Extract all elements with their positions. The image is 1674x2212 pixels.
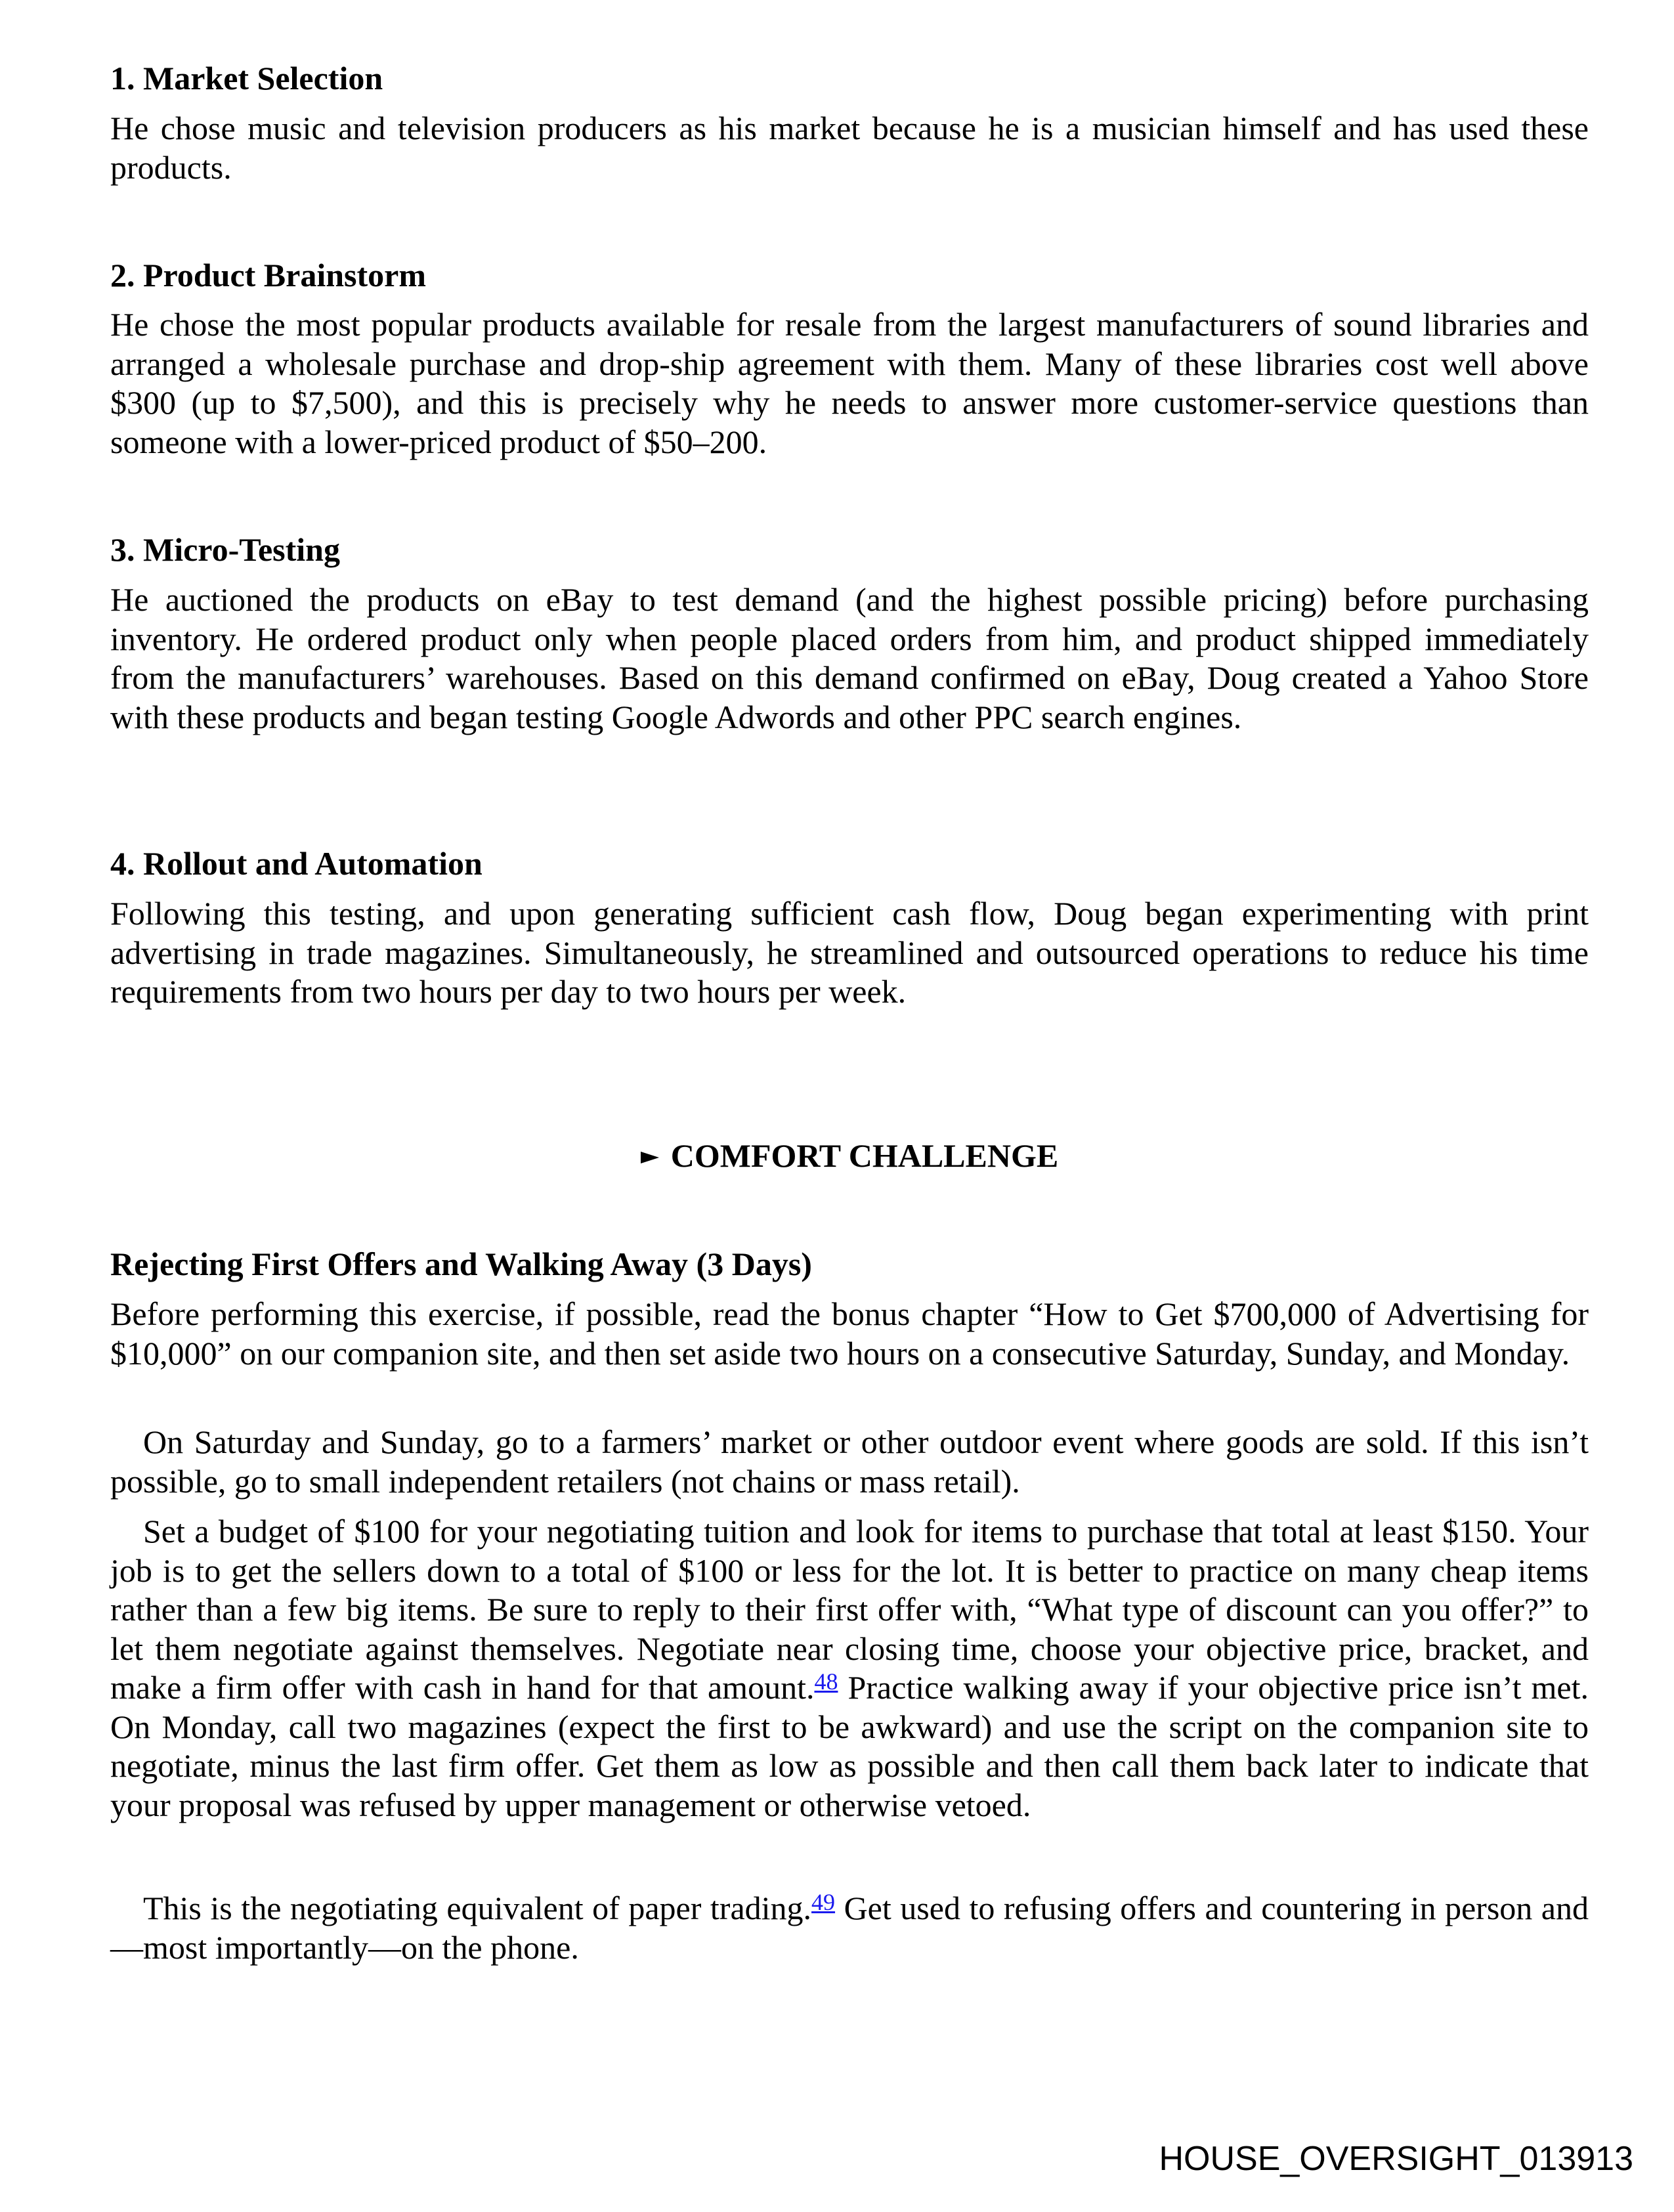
section-text-product-brainstorm: He chose the most popular products available for resale from the largest manufacturers of sound libraries and arranged a wholesale purchase and drop-ship agreement with them. Many of these libraries cost well above $300 (up to $7,500), and this is precisely why he needs to answer more customer-service questions than someone with a lower-priced product of $50–200. [110, 306, 1589, 460]
section-heading-micro-testing: 3. Micro-Testing [110, 531, 340, 568]
footnote-link-48[interactable]: 48 [814, 1668, 838, 1695]
challenge-subtitle: Rejecting First Offers and Walking Away (3 Days) [110, 1246, 812, 1282]
section-heading-product-brainstorm: 2. Product Brainstorm [110, 257, 426, 293]
arrow-right-icon [641, 1152, 659, 1163]
document-id-footer: HOUSE_OVERSIGHT_013913 [1159, 2140, 1633, 2178]
challenge-paragraph-2: On Saturday and Sunday, go to a farmers’ market or other outdoor event where goods are sold. If this isn’t possible, go to small independent retailers (not chains or mass retail). [110, 1423, 1589, 1500]
comfort-challenge-title [110, 1136, 1589, 1175]
challenge-paragraph-1: Before performing this exercise, if possible, read the bonus chapter “How to Get $700,000 of Advertising for $10,000” on our companion site, and then set aside two hours on a consecutive Saturday, Sunday, and Monday. [110, 1295, 1589, 1372]
challenge-paragraph-4 [110, 1889, 1589, 1967]
footnote-link-49[interactable]: 49 [811, 1889, 836, 1915]
section-text-micro-testing: He auctioned the products on eBay to test demand (and the highest possible pricing) before purchasing inventory. He ordered product only when people placed orders from him, and product shipped immediately from the manufacturers’ warehouses. Based on this demand confirmed on eBay, Doug created a Yahoo Store with these products and began testing Google Adwords and other PPC search engines. [110, 581, 1589, 735]
comfort-challenge-label: COMFORT CHALLENGE [670, 1137, 1059, 1174]
challenge-paragraph-4-part-1: This is the negotiating equivalent of paper trading. [143, 1890, 812, 1926]
challenge-paragraph-3-part-2: Practice walking away if your objective price isn’t met. On Monday, call two magazines (expect the first to be awkward) and use the script on the companion site to negotiate, minus the last firm offer. Get them as low as possible and then call them back later to indicate that your proposal was refused by upper management or otherwise vetoed. [110, 1669, 1589, 1823]
section-text-rollout: Following this testing, and upon generating sufficient cash flow, Doug began experimenting with print advertising in trade magazines. Simultaneously, he streamlined and outsourced operations to reduce his time requirements from two hours per day to two hours per week. [110, 895, 1589, 1010]
section-text-market-selection: He chose music and television producers as his market because he is a musician himself and has used these products. [110, 110, 1589, 186]
challenge-paragraph-4-part-2: Get used to refusing offers and countering in person and—most importantly—on the phone. [110, 1890, 1589, 1966]
challenge-paragraph-3-part-1: Set a budget of $100 for your negotiating tuition and look for items to purchase that total at least $150. Your job is to get the sellers down to a total of $100 or less for the lot. It is better to practice on many cheap items rather than a few big items. Be sure to reply to their first offer with, “What type of discount can you offer?” to let them negotiate against themselves. Negotiate near closing time, choose your objective price, bracket, and make a firm offer with cash in hand for that amount. [110, 1513, 1589, 1706]
section-heading-rollout: 4. Rollout and Automation [110, 845, 483, 882]
challenge-paragraph-3 [110, 1512, 1589, 1825]
section-heading-market-selection: 1. Market Selection [110, 60, 383, 97]
